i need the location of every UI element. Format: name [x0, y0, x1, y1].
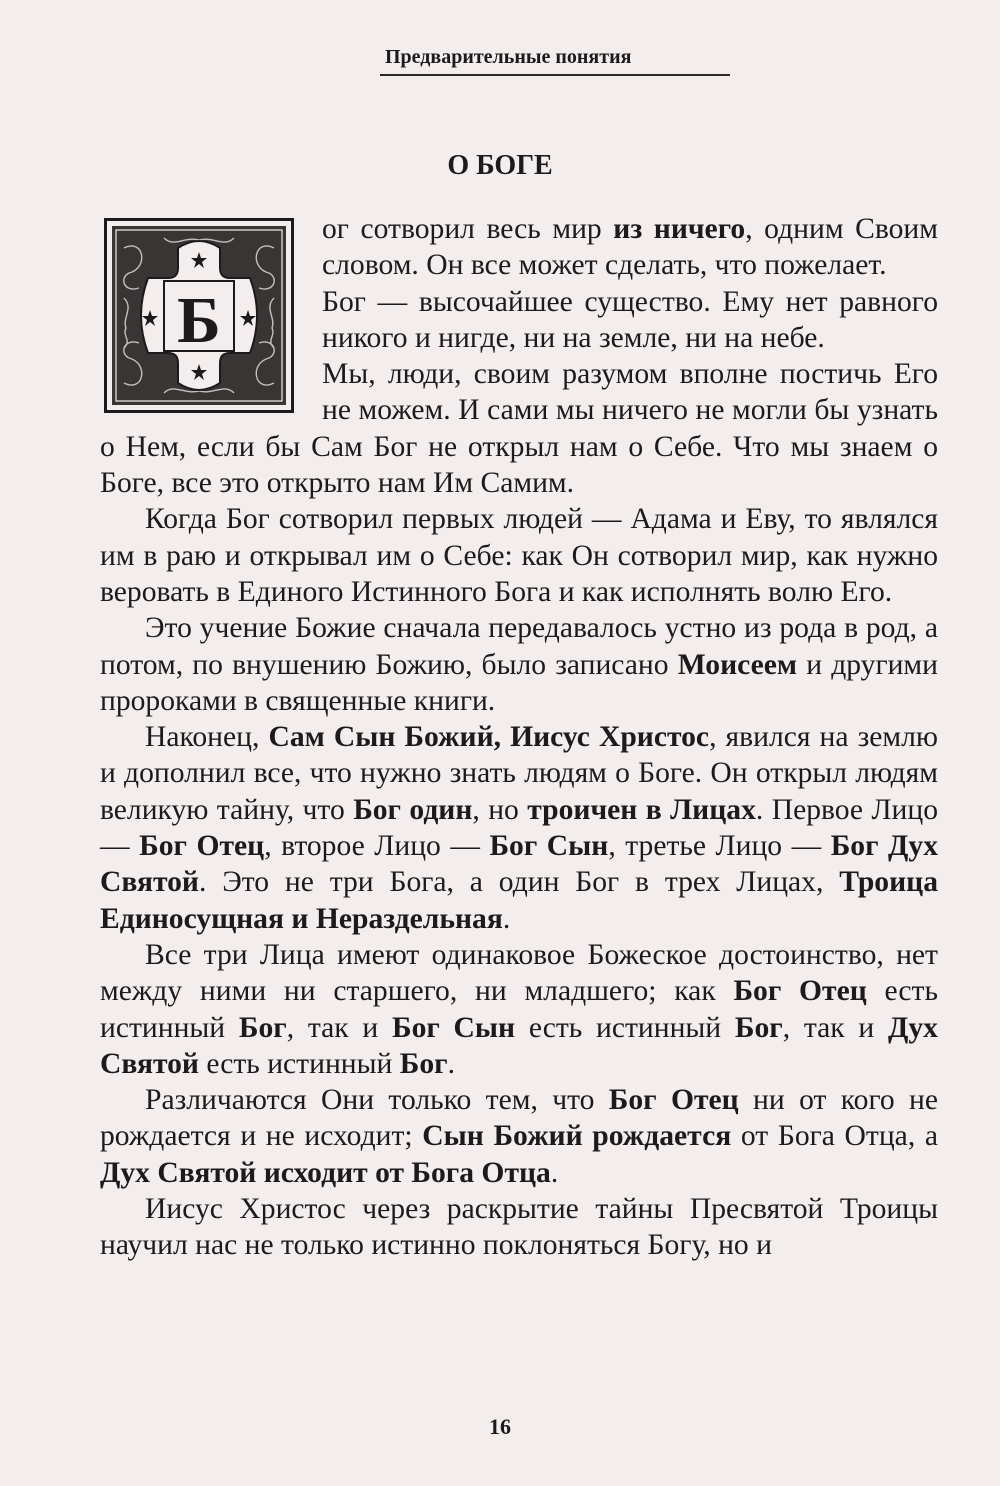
page-number: 16: [489, 1414, 511, 1439]
bold-phrase: Бог Отец: [608, 1084, 739, 1117]
bold-phrase: из ничего: [613, 213, 746, 245]
text-run: Бог — высочайшее существо. Ему нет равного никого и нигде, ни на земле, ни на небе.: [322, 285, 938, 354]
bold-phrase: троичен в Лицах: [527, 793, 756, 826]
paragraph: [100, 937, 938, 1082]
running-head: Предварительные понятия: [385, 46, 632, 68]
bold-phrase: Троица Единосущная и Нераздельная: [100, 866, 938, 935]
bold-phrase: Дух Святой исходит от Бога Отца: [100, 1156, 551, 1189]
bold-phrase: Сын Божий рождается: [422, 1120, 732, 1153]
paragraph: [100, 610, 938, 719]
text-run: ни от кого не рождается и не исходит;: [100, 1084, 938, 1153]
text-run: , так и: [782, 1011, 889, 1044]
text-run: .: [502, 902, 511, 935]
paragraph: [100, 501, 938, 610]
bold-phrase: Моисеем: [677, 648, 798, 681]
bold-phrase: Бог Сын: [392, 1011, 516, 1044]
drop-cap-letter: Б: [177, 284, 221, 357]
text-run: , так и: [286, 1011, 392, 1044]
text-run: . Это не три Бога, а один Бог в трех Лицах,: [198, 866, 840, 899]
text-run: , одним Своим словом. Он все может сделать, что пожелает.: [322, 213, 938, 282]
text-run: , второе Лицо —: [264, 830, 490, 863]
text-run: . Первое Лицо —: [100, 793, 939, 863]
text-run: .: [550, 1156, 559, 1189]
text-run: и другими пророками в священные книги.: [100, 648, 939, 717]
bold-phrase: Бог Сын: [489, 830, 609, 863]
bold-phrase: Бог: [238, 1011, 287, 1044]
text-run: Иисус Христос через раскрытие тайны Пресвятой Троицы научил нас не только истинно поклоняться Богу, но и: [100, 1193, 938, 1262]
bold-phrase: Дух Святой: [100, 1011, 938, 1080]
text-run: Все три Лица имеют одинаковое Божеское достоинство, нет между ними ни старшего, ни младшего; как: [100, 938, 938, 1008]
bold-phrase: Бог один: [353, 793, 473, 826]
body-text: [100, 211, 938, 1264]
bold-phrase: Бог Дух Святой: [100, 830, 939, 899]
text-run: Это учение Божие сначала передавалось устно из рода в род, а потом, по внушению Божию, было записано: [100, 612, 938, 681]
bold-phrase: Бог: [734, 1011, 783, 1044]
text-run: , но: [472, 793, 528, 826]
paragraph: [100, 1082, 938, 1191]
drop-cap-spacer: [100, 211, 322, 411]
header-rule: [380, 74, 730, 76]
text-run: есть истинный: [198, 1047, 400, 1080]
bold-phrase: Сам Сын Божий, Иисус Христос: [268, 721, 710, 754]
text-run: от Бога Отца, а: [731, 1120, 938, 1153]
text-run: ог сотворил весь мир: [322, 213, 614, 245]
bold-phrase: Бог Отец: [139, 830, 265, 863]
paragraph: [100, 1191, 938, 1264]
text-run: , явился на землю и дополнил все, что нужно знать людям о Боге. Он открыл людям великую тайну, что: [100, 721, 938, 826]
text-run: Наконец,: [145, 721, 269, 754]
text-run: Различаются Они только тем, что: [145, 1084, 609, 1117]
text-run: Когда Бог сотворил первых людей — Адама и Еву, то являлся им в раю и открывал им о Себе: как Он сотворил мир, как нужно веровать в Единого Истинного Бога и как исполнять волю Его.: [100, 503, 938, 608]
text-run: .: [447, 1047, 455, 1080]
bold-phrase: Бог: [399, 1047, 448, 1080]
text-run: Мы, люди, своим разумом вполне постичь Его не можем. И сами мы ничего не могли бы узнать о Нем, если бы Сам Бог не открыл нам о Себе. Что мы знаем о Боге, все это открыто нам Им Самим.: [100, 358, 938, 500]
chapter-title: О БОГЕ: [447, 150, 553, 181]
text-run: есть истинный: [100, 975, 938, 1044]
paragraph: [100, 719, 938, 937]
text-run: , третье Лицо —: [608, 830, 831, 863]
text-run: есть истинный: [515, 1011, 735, 1044]
bold-phrase: Бог Отец: [733, 975, 867, 1008]
